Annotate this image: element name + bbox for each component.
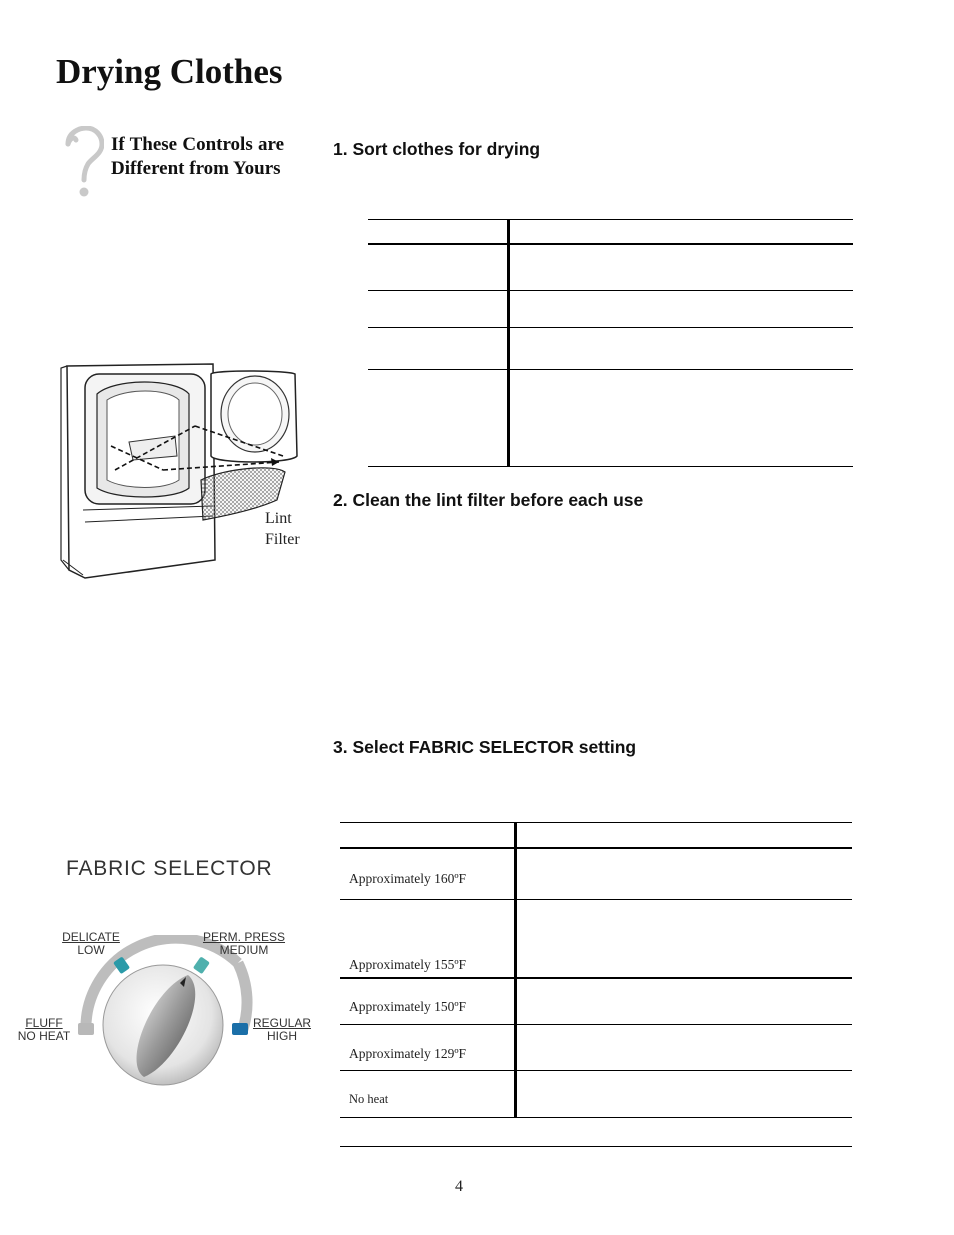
table-rule [340,847,852,849]
table-rule [368,290,853,291]
table-rule [340,1070,852,1071]
table-rule [368,327,853,328]
table-rule [368,466,853,467]
table-divider [507,219,510,467]
marker-perm-press [193,956,210,974]
step-3-heading: 3. Select FABRIC SELECTOR setting [333,737,637,757]
table-rule [340,1146,852,1147]
dial-label-regular-name: REGULAR [252,1016,311,1030]
fabric-selector-title: FABRIC SELECTOR [66,857,273,880]
fabric-selector-dial[interactable] [60,935,280,1095]
dial-label-delicate [58,931,124,957]
dial-label-regular-level: HIGH [267,1029,297,1043]
table-rule [340,899,852,900]
sidebar-note: If These Controls are Different from Yours [111,134,284,179]
dryer-illustration [55,360,305,585]
dial-label-delicate-name: DELICATE [62,930,120,944]
table-rule [368,219,853,220]
lint-label-line2: Filter [265,531,300,548]
table-row-temp: Approximately 129ºF [349,1046,467,1061]
dial-label-fluff [10,1017,78,1043]
dial-label-perm-press-name: PERM. PRESS [202,930,286,944]
dial-label-fluff-level: NO HEAT [17,1029,71,1043]
dial-label-perm-press [200,931,288,957]
table-row-temp: Approximately 160ºF [349,871,467,886]
table-rule [340,1117,852,1118]
dial-label-perm-press-level: MEDIUM [219,943,269,957]
table-rule [340,1024,852,1025]
table-rule [368,243,853,245]
marker-regular [232,1023,248,1035]
lint-label-line1: Lint [265,510,292,527]
dial-label-delicate-level: LOW [77,943,105,957]
table-rule [340,822,852,823]
step-1-heading: 1. Sort clothes for drying [333,139,541,159]
table-row-temp: Approximately 155ºF [349,957,467,972]
table-row-temp: No heat [349,1092,389,1106]
marker-fluff [78,1023,94,1035]
dial-label-regular [250,1017,314,1043]
page-number: 4 [455,1178,463,1195]
table-divider [514,822,517,1118]
question-mark-icon [62,126,104,198]
table-row-temp: Approximately 150ºF [349,999,467,1014]
lint-filter-label [265,508,300,550]
page-title: Drying Clothes [56,52,283,91]
step-2-heading: 2. Clean the lint filter before each use [333,490,644,510]
table-rule [340,977,852,979]
dial-label-fluff-name: FLUFF [25,1016,63,1030]
table-rule [368,369,853,370]
